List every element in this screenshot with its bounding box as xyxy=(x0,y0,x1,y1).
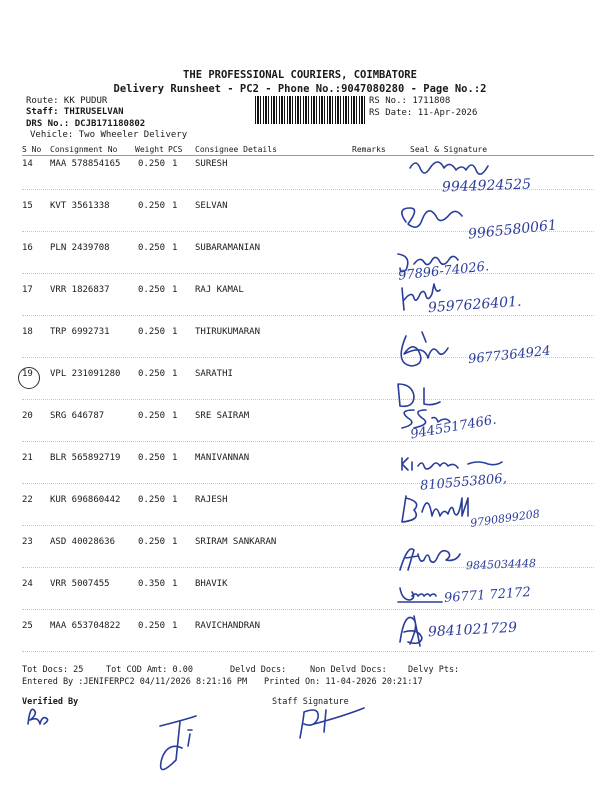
row-consignment-no: BLR 565892719 xyxy=(50,453,121,463)
non-delivered-docs: Non Delvd Docs: xyxy=(310,665,387,675)
row-pcs: 1 xyxy=(172,327,178,337)
row-sno: 19 xyxy=(22,369,33,379)
row-divider xyxy=(22,609,594,610)
handwritten-phone: 9965580061 xyxy=(467,217,558,243)
row-consignment-no: MAA 653704822 xyxy=(50,621,121,631)
row-weight: 0.250 xyxy=(138,453,166,463)
row-consignment-no: KUR 696860442 xyxy=(50,495,121,505)
row-consignee-name: MANIVANNAN xyxy=(195,453,250,463)
row-consignment-no: TRP 6992731 xyxy=(50,327,110,337)
row-consignee-name: SUBARAMANIAN xyxy=(195,243,261,253)
handwritten-phone: 9790899208 xyxy=(469,507,541,530)
col-consignment: Consignment No xyxy=(50,145,118,154)
staff-signature xyxy=(292,702,382,742)
row-consignment-no: PLN 2439708 xyxy=(50,243,110,253)
signature-row-24 xyxy=(396,584,446,606)
row-consignment-no: VRR 5007455 xyxy=(50,579,110,589)
signature-row-18 xyxy=(392,330,472,375)
row-divider xyxy=(22,483,594,484)
signature-row-21 xyxy=(398,454,508,474)
entered-by: Entered By :JENIFERPC2 04/11/2026 8:21:16 PM xyxy=(22,677,248,687)
route-label: Route: KK PUDUR xyxy=(26,96,108,106)
row-weight: 0.350 xyxy=(138,579,166,589)
delivery-points: Delvy Pts: xyxy=(408,665,460,675)
row-consignee-name: SELVAN xyxy=(195,201,228,211)
row-consignee-name: BHAVIK xyxy=(195,579,228,589)
row-weight: 0.250 xyxy=(138,495,166,505)
row-sno: 17 xyxy=(22,285,33,295)
runsheet-subtitle: Delivery Runsheet - PC2 - Phone No.:9047080280 - Page No.:2 xyxy=(113,83,487,95)
row-divider xyxy=(22,399,594,400)
row-weight: 0.250 xyxy=(138,369,166,379)
row-weight: 0.250 xyxy=(138,243,166,253)
row-sno: 22 xyxy=(22,495,33,505)
signature-row-23 xyxy=(396,540,471,575)
row-consignee-name: SURESH xyxy=(195,159,228,169)
rs-date: RS Date: 11-Apr-2026 xyxy=(369,108,478,118)
verified-by-initials xyxy=(20,704,60,729)
row-consignee-name: RAJESH xyxy=(195,495,228,505)
handwritten-phone: 9845034448 xyxy=(465,556,537,573)
col-sno: S No xyxy=(22,145,42,154)
row-consignment-no: KVT 3561338 xyxy=(50,201,110,211)
signature-row-17 xyxy=(396,284,456,314)
row-pcs: 1 xyxy=(172,369,178,379)
row-weight: 0.250 xyxy=(138,327,166,337)
row-sno: 16 xyxy=(22,243,33,253)
row-consignment-no: ASD 40028636 xyxy=(50,537,116,547)
row-sno: 25 xyxy=(22,621,33,631)
handwritten-phone: 9677364924 xyxy=(467,343,552,368)
row-sno: 15 xyxy=(22,201,33,211)
row-divider xyxy=(22,273,594,274)
row-divider xyxy=(22,525,594,526)
verified-by-label: Verified By xyxy=(22,697,79,707)
row-pcs: 1 xyxy=(172,495,178,505)
handwritten-phone: 9445517466. xyxy=(409,412,498,443)
rs-number: RS No.: 1711808 xyxy=(369,96,451,106)
col-weight: Weight xyxy=(135,145,164,154)
row-pcs: 1 xyxy=(172,453,178,463)
row-weight: 0.250 xyxy=(138,159,166,169)
row-sno: 23 xyxy=(22,537,33,547)
row-sno: 20 xyxy=(22,411,33,421)
drs-number: DRS No.: DCJB171180802 xyxy=(26,119,146,129)
handwritten-phone: 8105553806, xyxy=(419,471,508,494)
row-consignee-name: SRE SAIRAM xyxy=(195,411,250,421)
signature-row-15 xyxy=(392,200,482,240)
row-consignee-name: RAVICHANDRAN xyxy=(195,621,261,631)
handwritten-phone: 96771 72172 xyxy=(443,584,532,607)
row-consignee-name: SRIRAM SANKARAN xyxy=(195,537,277,547)
row-weight: 0.250 xyxy=(138,411,166,421)
row-pcs: 1 xyxy=(172,621,178,631)
row-pcs: 1 xyxy=(172,201,178,211)
row-19-circle-mark xyxy=(18,367,40,389)
handwritten-phone: 9944924525 xyxy=(441,176,532,196)
row-divider xyxy=(22,441,594,442)
row-sno: 14 xyxy=(22,159,33,169)
row-consignment-no: VRR 1826837 xyxy=(50,285,110,295)
row-divider xyxy=(22,651,594,652)
col-pcs: PCS xyxy=(168,145,183,154)
handwritten-phone: 9597626401. xyxy=(427,293,522,317)
row-sno: 24 xyxy=(22,579,33,589)
signature-row-16 xyxy=(392,248,482,278)
verified-by-signature xyxy=(150,712,210,782)
row-consignment-no: VPL 231091280 xyxy=(50,369,121,379)
delivered-docs: Delvd Docs: xyxy=(230,665,287,675)
staff-label: Staff: THIRUSELVAN xyxy=(26,107,124,117)
row-pcs: 1 xyxy=(172,579,178,589)
row-consignment-no: MAA 578854165 xyxy=(50,159,121,169)
row-consignee-name: RAJ KAMAL xyxy=(195,285,244,295)
handwritten-phone: 9841021729 xyxy=(427,619,518,641)
row-weight: 0.250 xyxy=(138,621,166,631)
row-weight: 0.250 xyxy=(138,285,166,295)
total-docs: Tot Docs: 25 xyxy=(22,665,84,675)
row-sno: 21 xyxy=(22,453,33,463)
col-remarks: Remarks xyxy=(352,145,386,154)
row-weight: 0.250 xyxy=(138,201,166,211)
row-sno: 18 xyxy=(22,327,33,337)
col-consignee: Consignee Details xyxy=(195,145,277,154)
vehicle-label: Vehicle: Two Wheeler Delivery xyxy=(30,130,188,140)
barcode xyxy=(255,96,367,124)
row-consignment-no: SRG 646787 xyxy=(50,411,105,421)
company-title: THE PROFESSIONAL COURIERS, COIMBATORE xyxy=(183,69,417,81)
row-consignee-name: THIRUKUMARAN xyxy=(195,327,261,337)
row-pcs: 1 xyxy=(172,243,178,253)
signature-row-20 xyxy=(396,404,456,434)
staff-signature-label: Staff Signature xyxy=(272,697,349,707)
col-seal-signature: Seal & Signature xyxy=(410,145,488,154)
signature-row-22 xyxy=(396,492,496,524)
row-weight: 0.250 xyxy=(138,537,166,547)
signature-row-25 xyxy=(394,612,434,652)
row-pcs: 1 xyxy=(172,411,178,421)
total-cod-amount: Tot COD Amt: 0.00 xyxy=(106,665,193,675)
printed-on: Printed On: 11-04-2026 20:21:17 xyxy=(264,677,423,687)
row-consignee-name: SARATHI xyxy=(195,369,233,379)
row-divider xyxy=(22,315,594,316)
signature-row-14 xyxy=(400,150,560,180)
row-pcs: 1 xyxy=(172,537,178,547)
row-pcs: 1 xyxy=(172,159,178,169)
handwritten-phone: 97896-74026. xyxy=(397,259,490,284)
row-pcs: 1 xyxy=(172,285,178,295)
